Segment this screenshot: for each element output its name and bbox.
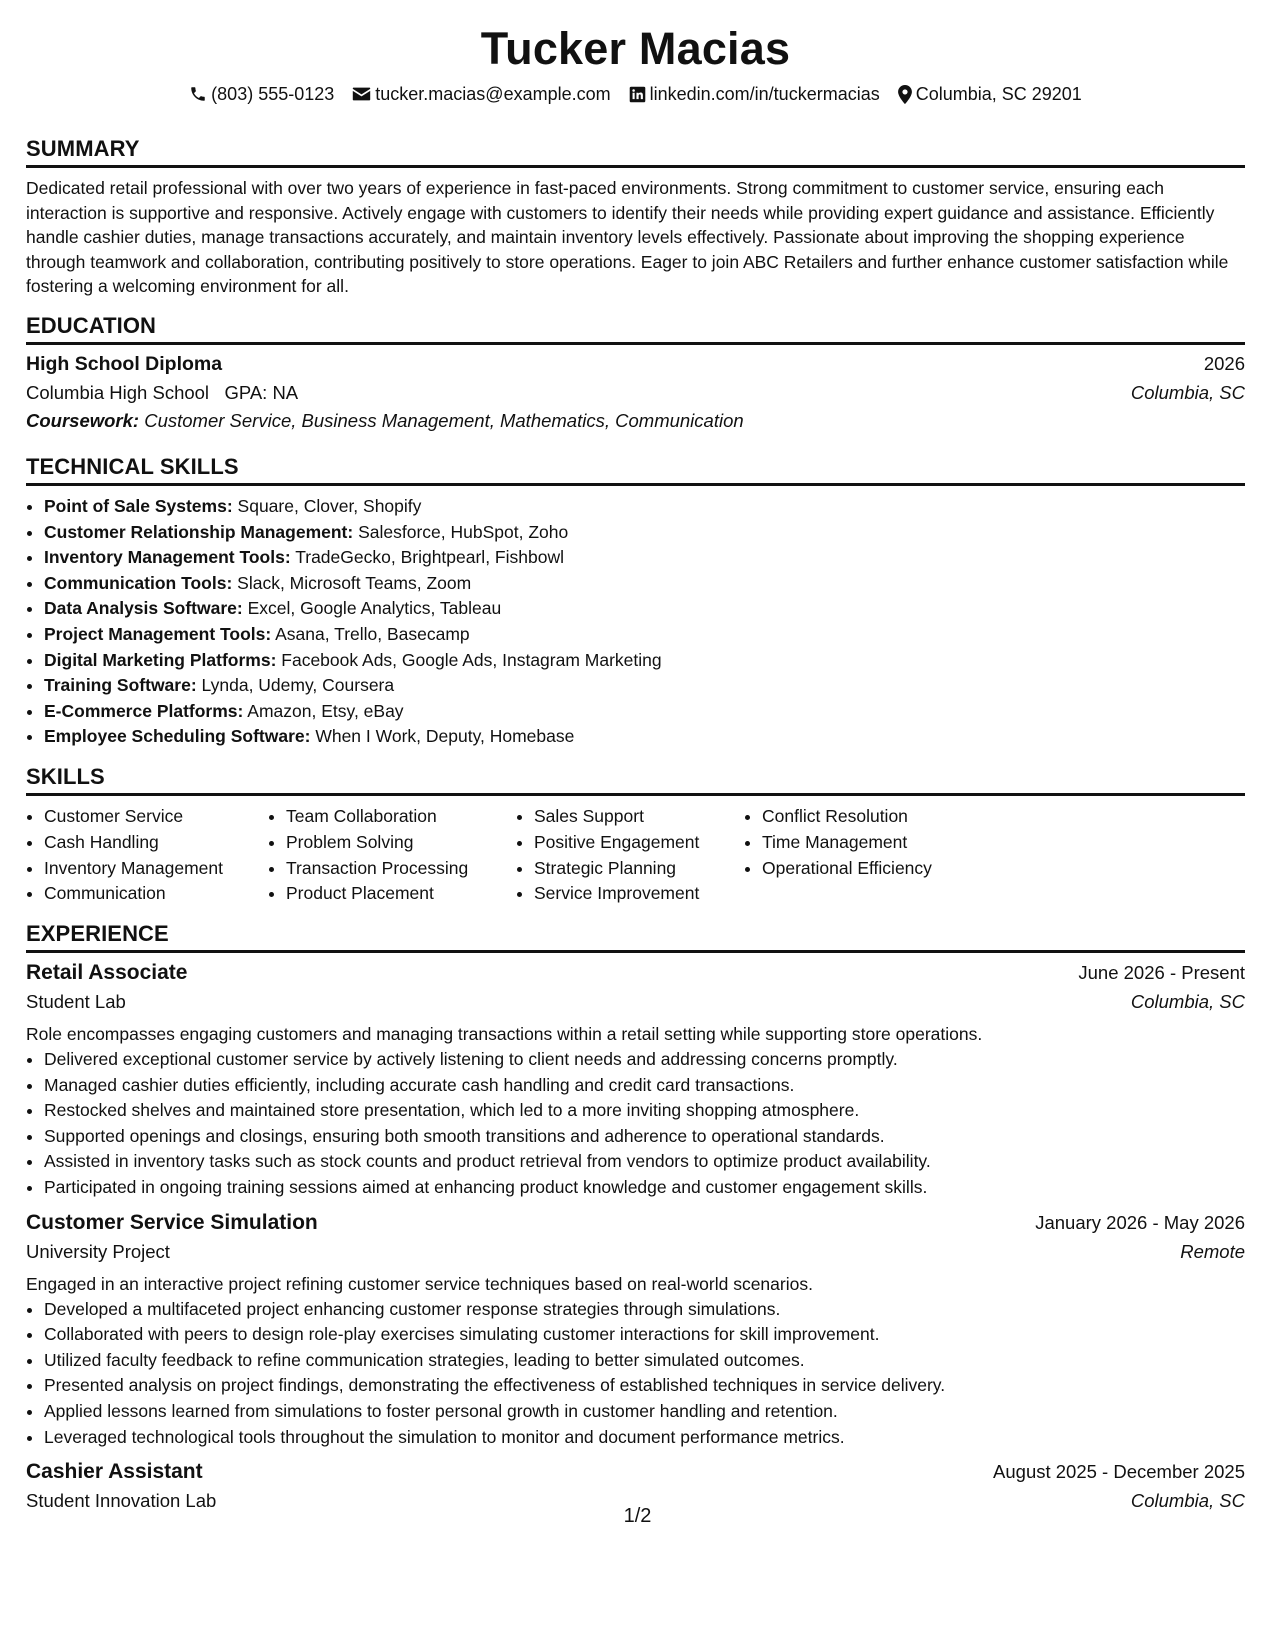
skill-category: Digital Marketing Platforms: [44, 649, 277, 670]
candidate-name: Tucker Macias [480, 23, 791, 74]
school-name: Columbia High School [26, 381, 210, 403]
job-entry [26, 961, 1245, 1201]
skill-values: TradeGecko, Brightpearl, Fishbowl [295, 547, 564, 568]
list-item: • Positive Engagement [534, 830, 744, 856]
email-link[interactable]: tucker.macias@example.com [375, 83, 611, 104]
gpa-text: GPA: NA [224, 381, 299, 403]
job-dates: January 2026 - May 2026 [1035, 1211, 1245, 1233]
job-bullets [26, 1047, 1245, 1201]
skills-section [26, 764, 1245, 907]
job-header [26, 1211, 1245, 1235]
technical-skills-section [26, 454, 1245, 750]
summary-section [26, 136, 1245, 299]
list-item [44, 673, 1245, 699]
job-header [26, 1460, 1245, 1484]
job-description: Engaged in an interactive project refining customer service techniques based on real-world scenarios. [26, 1273, 813, 1294]
location-text: Columbia, SC 29201 [915, 83, 1082, 104]
school-line [26, 382, 298, 404]
technical-skills-heading: TECHNICAL SKILLS [26, 454, 1245, 486]
skill-category: Project Management Tools: [44, 623, 272, 644]
list-item: • Strategic Planning [534, 856, 744, 882]
coursework-line [26, 410, 1245, 432]
list-item: • Presented analysis on project findings, demonstrating the effectiveness of established techniques in service delivery. [44, 1373, 1245, 1399]
contact-email[interactable] [352, 84, 610, 105]
skill-values: Lynda, Udemy, Coursera [201, 675, 395, 696]
job-location: Remote [1180, 1240, 1245, 1262]
experience-section [26, 921, 1245, 1512]
list-item [44, 622, 1245, 648]
list-item: • Restocked shelves and maintained store presentation, which led to a more inviting shopping atmosphere. [44, 1098, 1245, 1124]
list-item: • Supported openings and closings, ensuring both smooth transitions and adherence to operational standards. [44, 1124, 1245, 1150]
list-item: • Customer Service [44, 804, 268, 830]
list-item: • Team Collaboration [286, 804, 516, 830]
skill-category: Data Analysis Software: [44, 598, 243, 619]
linkedin-link[interactable]: linkedin.com/in/tuckermacias [649, 83, 880, 104]
skill-values: Asana, Trello, Basecamp [275, 623, 470, 644]
list-item: • Inventory Management [44, 856, 268, 882]
linkedin-icon [629, 86, 646, 103]
job-org: Student Lab [26, 991, 126, 1013]
skill-category: Communication Tools: [44, 572, 233, 593]
contact-linkedin[interactable] [629, 84, 880, 105]
skill-category: Point of Sale Systems: [44, 495, 233, 516]
job-org: Student Innovation Lab [26, 1490, 217, 1512]
list-item: • Communication [44, 881, 268, 907]
list-item: • Conflict Resolution [762, 804, 982, 830]
skill-values: Amazon, Etsy, eBay [247, 700, 404, 721]
list-item [44, 648, 1245, 674]
list-item: • Applied lessons learned from simulations to foster personal growth in customer handling and retention. [44, 1399, 1245, 1425]
job-location: Columbia, SC [1130, 991, 1245, 1013]
job-dates: June 2026 - Present [1078, 962, 1245, 984]
job-entry [26, 1211, 1245, 1451]
envelope-icon [352, 86, 371, 102]
list-item: • Utilized faculty feedback to refine communication strategies, leading to better simulated outcomes. [44, 1348, 1245, 1374]
list-item: • Delivered exceptional customer service by actively listening to client needs and addressing concerns promptly. [44, 1047, 1245, 1073]
skills-column-1 [26, 804, 268, 907]
skills-column-3 [516, 804, 744, 907]
skill-values: When I Work, Deputy, Homebase [315, 726, 575, 747]
job-dates: August 2025 - December 2025 [993, 1461, 1245, 1483]
contact-bar [26, 82, 1245, 106]
skills-heading: SKILLS [26, 764, 1245, 796]
degree-title: High School Diploma [26, 352, 223, 375]
job-subheader [26, 1241, 1245, 1263]
list-item [44, 494, 1245, 520]
skills-column-2 [268, 804, 516, 907]
technical-skills-list [26, 494, 1245, 750]
coursework-list: Customer Service, Business Management, Mathematics, Communication [144, 409, 744, 431]
skill-values: Slack, Microsoft Teams, Zoom [237, 572, 472, 593]
education-heading: EDUCATION [26, 313, 1245, 345]
list-item: • Collaborated with peers to design role-play exercises simulating customer interactions for skill improvement. [44, 1322, 1245, 1348]
job-subheader [26, 991, 1245, 1013]
resume-page [26, 0, 1245, 1650]
job-title: Cashier Assistant [26, 1460, 203, 1484]
summary-text: Dedicated retail professional with over two years of experience in fast-paced environments. Strong commitment to customer service, ensuring each interaction is supportive and responsive. Actively engage with customers to identify their needs while providing expert guidance and assistance. Efficiently handle cashier duties, manage transactions accurately, and maintain inventory levels effectively. Passionate about improving the shopping experience through teamwork and collaboration, contributing positively to store operations. Eager to join ABC Retailers and further enhance customer satisfaction while fostering a welcoming environment for all. [26, 178, 1229, 297]
skill-values: Excel, Google Analytics, Tableau [247, 598, 502, 619]
education-section [26, 313, 1245, 432]
list-item: • Leveraged technological tools throughout the simulation to monitor and document performance metrics. [44, 1425, 1245, 1451]
list-item: • Transaction Processing [286, 856, 516, 882]
list-item [44, 699, 1245, 725]
job-title: Customer Service Simulation [26, 1210, 318, 1234]
list-item: • Developed a multifaceted project enhancing customer response strategies through simulations. [44, 1297, 1245, 1323]
list-item: • Product Placement [286, 881, 516, 907]
job-location: Columbia, SC [1130, 1490, 1245, 1512]
skill-category: Customer Relationship Management: [44, 521, 354, 542]
skill-values: Square, Clover, Shopify [237, 495, 422, 516]
list-item [44, 571, 1245, 597]
page-number: 1/2 [623, 1505, 652, 1527]
job-header [26, 961, 1245, 985]
job-description: Role encompasses engaging customers and managing transactions within a retail setting while supporting store operations. [26, 1024, 983, 1045]
list-item: • Time Management [762, 830, 982, 856]
list-item: • Managed cashier duties efficiently, including accurate cash handling and credit card transactions. [44, 1073, 1245, 1099]
list-item: • Cash Handling [44, 830, 268, 856]
skill-values: Salesforce, HubSpot, Zoho [358, 521, 569, 542]
list-item [44, 724, 1245, 750]
list-item: • Assisted in inventory tasks such as stock counts and product retrieval from vendors to optimize product availability. [44, 1149, 1245, 1175]
list-item: • Participated in ongoing training sessions aimed at enhancing product knowledge and customer engagement skills. [44, 1175, 1245, 1201]
experience-heading: EXPERIENCE [26, 921, 1245, 953]
phone-text: (803) 555-0123 [211, 83, 335, 104]
skill-category: E-Commerce Platforms: [44, 700, 244, 721]
job-title: Retail Associate [26, 961, 188, 985]
summary-heading: SUMMARY [26, 136, 1245, 168]
list-item [44, 520, 1245, 546]
list-item: • Service Improvement [534, 881, 744, 907]
job-bullets [26, 1297, 1245, 1451]
education-row-1 [26, 353, 1245, 376]
list-item: • Problem Solving [286, 830, 516, 856]
job-org: University Project [26, 1240, 170, 1262]
contact-location [898, 84, 1082, 105]
contact-phone [189, 84, 334, 105]
skill-category: Inventory Management Tools: [44, 547, 291, 568]
map-pin-icon [898, 85, 912, 104]
skill-category: Training Software: [44, 675, 197, 696]
phone-icon [189, 85, 207, 103]
list-item [44, 545, 1245, 571]
education-row-2 [26, 382, 1245, 404]
skills-grid [26, 804, 1245, 907]
list-item [44, 596, 1245, 622]
skill-values: Facebook Ads, Google Ads, Instagram Marketing [281, 649, 662, 670]
coursework-label: Coursework: [26, 409, 140, 431]
skills-column-4 [744, 804, 982, 907]
list-item: • Operational Efficiency [762, 856, 982, 882]
school-location: Columbia, SC [1130, 381, 1245, 403]
skill-category: Employee Scheduling Software: [44, 726, 311, 747]
graduation-year: 2026 [1203, 352, 1245, 374]
list-item: • Sales Support [534, 804, 744, 830]
